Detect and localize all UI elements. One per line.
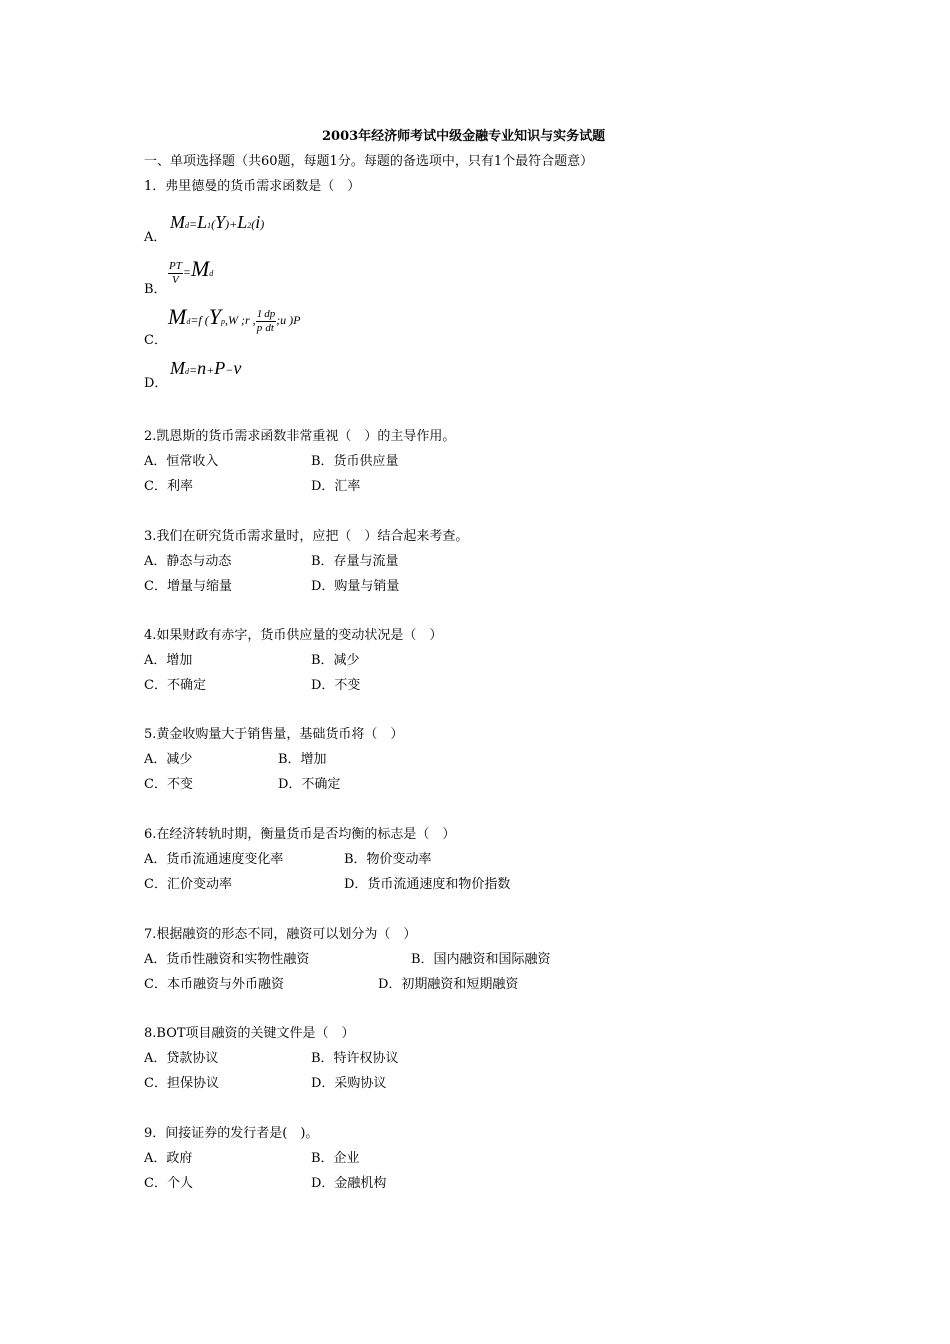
q8-option-a: A．贷款协议 — [144, 1051, 219, 1066]
q9-option-a: A．政府 — [144, 1151, 193, 1166]
q6-stem: 6.在经济转轨时期，衡量货币是否均衡的标志是（ ） — [144, 827, 456, 842]
q8-option-c: C．担保协议 — [144, 1076, 219, 1091]
q4-option-c: C．不确定 — [144, 678, 206, 693]
q2-option-b: B．货币供应量 — [311, 454, 399, 469]
q5-option-b: B．增加 — [278, 752, 327, 767]
q5-stem: 5.黄金收购量大于销售量，基础货币将（ ） — [144, 727, 404, 742]
q1-formula-d: Md=n+P−v — [170, 358, 242, 378]
q2-option-d: D．汇率 — [311, 479, 361, 494]
q6-option-c: C．汇价变动率 — [144, 877, 232, 892]
q9-option-b: B．企业 — [311, 1151, 360, 1166]
q9-option-c: C．个人 — [144, 1176, 193, 1191]
q2-option-c: C．利率 — [144, 479, 193, 494]
q1-option-d-label: D． — [144, 376, 168, 391]
q3-option-d: D．购量与销量 — [311, 579, 400, 594]
q3-option-b: B．存量与流量 — [311, 554, 399, 569]
q6-option-d: D．货币流通速度和物价指数 — [344, 877, 511, 892]
q1-option-a-label: A． — [144, 230, 167, 245]
q7-option-a: A．货币性融资和实物性融资 — [144, 952, 310, 967]
q1-stem: 1．弗里德曼的货币需求函数是（ ） — [144, 179, 361, 194]
q4-stem: 4.如果财政有赤字，货币供应量的变动状况是（ ） — [144, 628, 443, 643]
q6-option-b: B．物价变动率 — [344, 852, 432, 867]
q9-stem: 9．间接证券的发行者是( )。 — [144, 1126, 319, 1141]
q9-option-d: D．金融机构 — [311, 1176, 387, 1191]
q2-stem: 2.凯恩斯的货币需求函数非常重视（ ）的主导作用。 — [144, 429, 456, 444]
q5-option-a: A．减少 — [144, 752, 193, 767]
q5-option-c: C．不变 — [144, 777, 193, 792]
q8-option-d: D．采购协议 — [311, 1076, 387, 1091]
q3-option-c: C．增量与缩量 — [144, 579, 232, 594]
q1-formula-c: Md=f (Yp,W ;r , $\frac{1}{p}$ $\frac{dp}{dt}$ ;u )P — [168, 304, 301, 334]
q8-stem: 8.BOT项目融资的关键文件是（ ） — [144, 1026, 355, 1041]
q7-option-d: D．初期融资和短期融资 — [378, 977, 519, 992]
q3-option-a: A．静态与动态 — [144, 554, 232, 569]
q4-option-b: B．减少 — [311, 653, 360, 668]
q1-formula-a: Md=L1(Y)+L2(i) — [170, 212, 265, 232]
q7-option-b: B．国内融资和国际融资 — [411, 952, 551, 967]
q5-option-d: D．不确定 — [278, 777, 341, 792]
q7-stem: 7.根据融资的形态不同，融资可以划分为（ ） — [144, 927, 417, 942]
q4-option-a: A．增加 — [144, 653, 193, 668]
q1-formula-b: $\frac{PT}{V}$ =Md — [169, 256, 214, 286]
section-heading: 一、单项选择题（共60题，每题1分。每题的备选项中，只有1个最符合题意） — [144, 154, 594, 169]
q2-option-a: A．恒常收入 — [144, 454, 219, 469]
q3-stem: 3.我们在研究货币需求量时，应把（ ）结合起来考查。 — [144, 529, 469, 544]
q7-option-c: C．本币融资与外币融资 — [144, 977, 284, 992]
q1-option-c-label: C． — [144, 333, 167, 348]
q1-option-b-label: B． — [144, 282, 167, 297]
q8-option-b: B．特许权协议 — [311, 1051, 399, 1066]
q6-option-a: A．货币流通速度变化率 — [144, 852, 284, 867]
document-title: 2003年经济师考试中级金融专业知识与实务试题 — [322, 129, 606, 144]
q4-option-d: D．不变 — [311, 678, 361, 693]
